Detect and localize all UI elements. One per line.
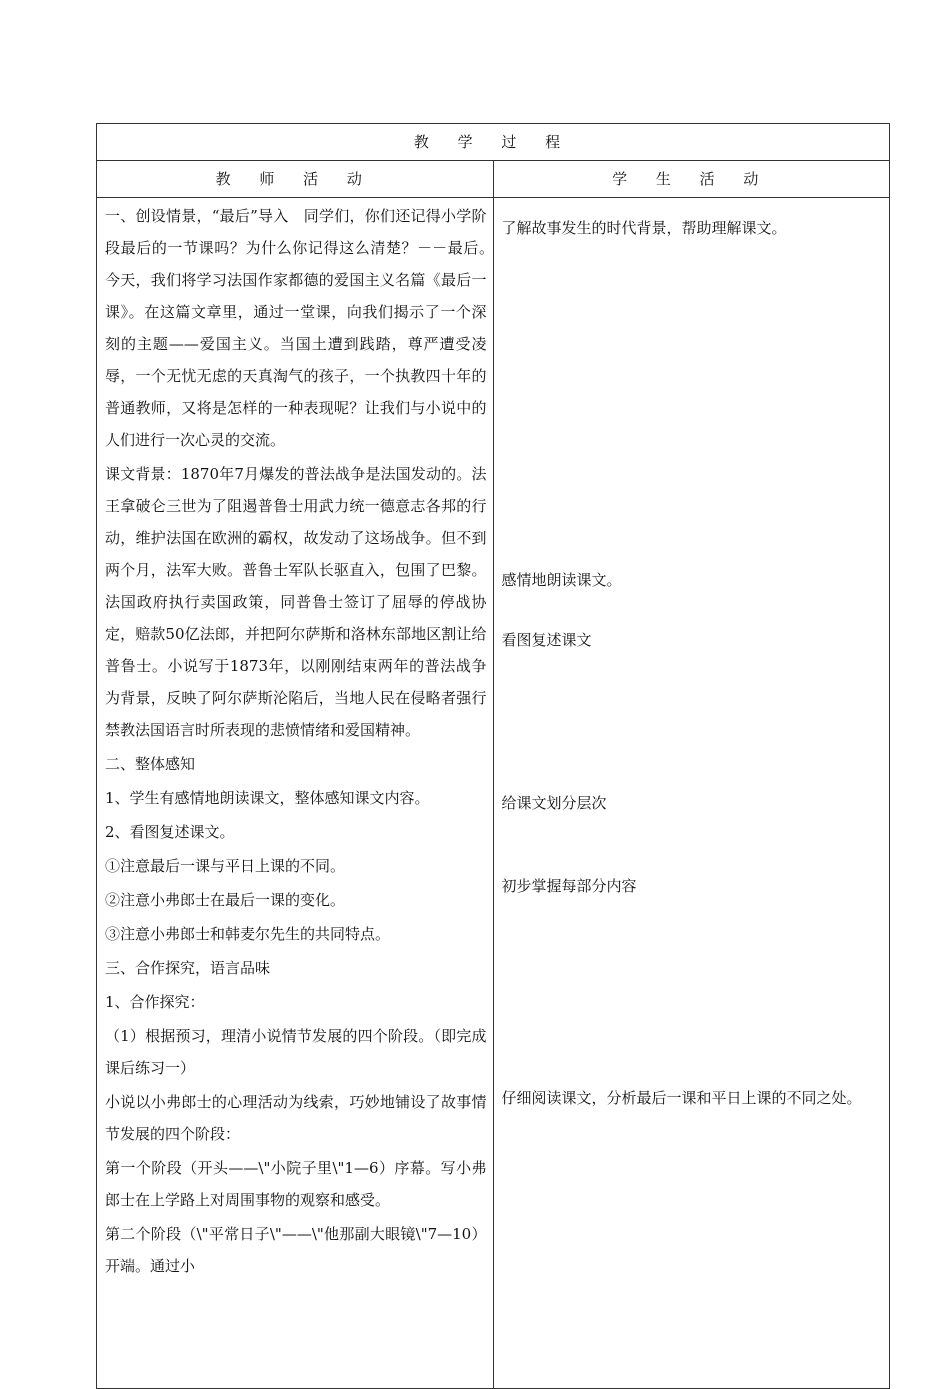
student-note: 初步掌握每部分内容 bbox=[501, 877, 637, 895]
teacher-list-item: 2、看图复述课文。 bbox=[105, 823, 235, 841]
table-title: 教 学 过 程 bbox=[97, 124, 890, 161]
teacher-section-heading: 二、整体感知 bbox=[105, 755, 196, 773]
teacher-paragraph: 小说以小弗郎士的心理活动为线索，巧妙地铺设了故事情节发展的四个阶段： bbox=[105, 1093, 487, 1143]
teacher-list-item: （1）根据预习，理清小说情节发展的四个阶段。（即完成课后练习一） bbox=[105, 1027, 487, 1077]
student-note: 仔细阅读课文，分析最后一课和平日上课的不同之处。 bbox=[501, 1089, 862, 1107]
teacher-paragraph: 第一个阶段（开头——\"小院子里\"1—6）序幕。写小弗郎士在上学路上对周围事物的观察和感受。 bbox=[105, 1159, 487, 1209]
teaching-process-table bbox=[96, 123, 890, 1389]
teacher-paragraph-background: 课文背景：1870年7月爆发的普法战争是法国发动的。法王拿破仑三世为了阻遏普鲁士用武力统一德意志各邦的行动，维护法国在欧洲的霸权，故发动了这场战争。但不到两个月，法军大败。普鲁士军队长驱直入，包围了巴黎。法国政府执行卖国政策，同普鲁士签订了屈辱的停战协定，赔款50亿法郎，并把阿尔萨斯和洛林东部地区割让给普鲁士。小说写于1873年，以刚刚结束两年的普法战争为背景，反映了阿尔萨斯沦陷后，当地人民在侵略者强行禁教法国语言时所表现的悲愤情绪和爱国精神。 bbox=[105, 465, 487, 739]
teacher-section-heading: 三、合作探究，语言品味 bbox=[105, 959, 271, 977]
student-note: 了解故事发生的时代背景，帮助理解课文。 bbox=[501, 219, 787, 237]
teacher-paragraph: 第二个阶段（\"平常日子\"——\"他那副大眼镜\"7—10）开端。通过小 bbox=[105, 1225, 487, 1275]
student-activity-column bbox=[493, 198, 890, 1389]
teacher-paragraph-intro: 一、创设情景，“最后”导入 同学们，你们还记得小学阶段最后的一节课吗？为什么你记得这么清楚？－－最后。 今天，我们将学习法国作家都德的爱国主义名篇《最后一课》。在这篇文章里，通过一堂课，向我们揭示了一个深刻的主题——爱国主义。当国土遭到践踏，尊严遭受凌辱，一个无忧无虑的天真淘气的孩子，一个执教四十年的普通教师，又将是怎样的一种表现呢？让我们与小说中的人们进行一次心灵的交流。 bbox=[105, 207, 502, 449]
teacher-list-item: 1、合作探究： bbox=[105, 993, 205, 1011]
student-note: 看图复述课文 bbox=[501, 631, 592, 649]
teacher-list-item: 1、学生有感情地朗读课文，整体感知课文内容。 bbox=[105, 789, 430, 807]
student-note: 给课文划分层次 bbox=[501, 794, 607, 812]
student-note: 感情地朗读课文。 bbox=[501, 571, 622, 589]
teacher-list-item: ①注意最后一课与平日上课的不同。 bbox=[105, 857, 346, 875]
teacher-list-item: ②注意小弗郎士在最后一课的变化。 bbox=[105, 891, 346, 909]
teacher-activity-header: 教 师 活 动 bbox=[97, 161, 494, 198]
teacher-list-item: ③注意小弗郎士和韩麦尔先生的共同特点。 bbox=[105, 925, 391, 943]
teacher-activity-column bbox=[97, 198, 502, 1389]
student-activity-header: 学 生 活 动 bbox=[493, 161, 890, 198]
